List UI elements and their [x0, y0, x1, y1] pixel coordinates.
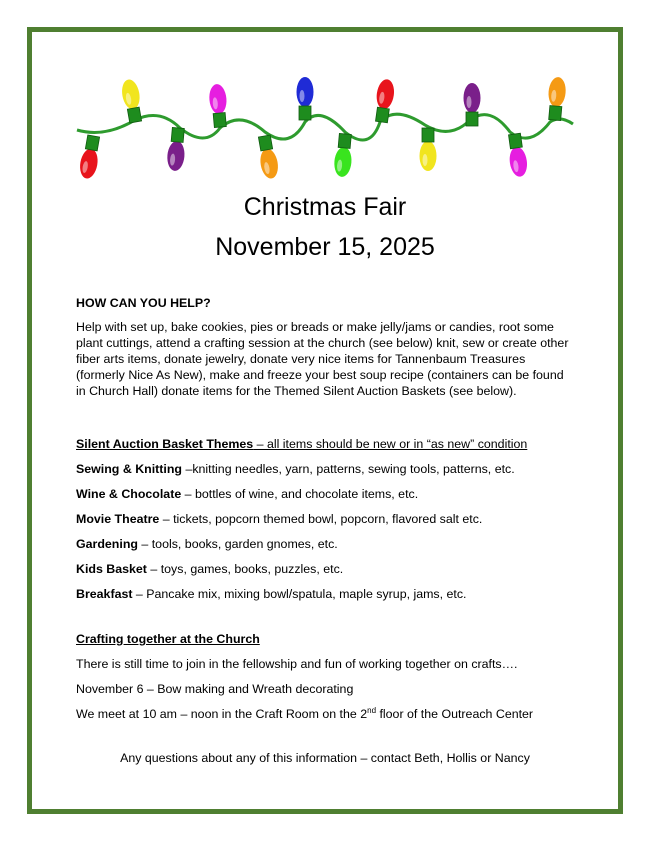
theme-name: Breakfast [76, 587, 133, 601]
bulb-icon [166, 127, 187, 171]
crafting-line: November 6 – Bow making and Wreath decorating [76, 682, 354, 696]
event-date: November 15, 2025 [215, 233, 435, 261]
theme-name: Wine & Chocolate [76, 487, 182, 501]
bulb-icon [373, 78, 396, 123]
bulb-icon [78, 135, 102, 180]
bulb-icon [333, 133, 354, 177]
theme-item [76, 586, 576, 602]
contact-footer: Any questions about any of this information – contact Beth, Hollis or Nancy [120, 751, 530, 765]
theme-desc: – tickets, popcorn themed bowl, popcorn, flavored salt etc. [159, 512, 483, 526]
auction-heading-line [76, 436, 576, 452]
bulb-icon [297, 77, 314, 120]
theme-desc: – Pancake mix, mixing bowl/spatula, maple syrup, jams, etc. [132, 587, 467, 601]
ordinal-suffix: nd [367, 705, 377, 715]
bulb-icon [420, 128, 437, 171]
bulb-icon [120, 78, 144, 123]
help-heading: HOW CAN YOU HELP? [76, 296, 211, 310]
crafting-line3-start: We meet at 10 am – noon in the Craft Room on the 2 [76, 707, 368, 721]
theme-desc: – toys, games, books, puzzles, etc. [146, 562, 344, 576]
light-string-wire [77, 114, 573, 140]
flyer-body [76, 295, 576, 722]
theme-item [76, 536, 576, 552]
theme-name: Sewing & Knitting [76, 462, 182, 476]
theme-item [76, 561, 576, 577]
bulb-icon [464, 83, 481, 126]
event-title: Christmas Fair [243, 193, 407, 221]
bulb-icon [208, 83, 229, 127]
crafting-heading: Crafting together at the Church [76, 632, 260, 646]
crafting-line: There is still time to join in the fellowship and fun of working together on crafts…. [76, 657, 518, 671]
help-text: Help with set up, bake cookies, pies or breads or make jelly/jams or candies, root some plant cuttings, attend a crafting session at the church (see below) knit, sew or create other fiber arts items, donate jewelry, donate very nice items for Tannenbaum Treasures (formerly Nice As New), make and freeze your best soup recipe (containers can be found in Church Hall) donate items for the Themed Silent Auction Baskets (see below). [76, 320, 569, 398]
theme-item [76, 511, 576, 527]
theme-item [76, 461, 576, 477]
theme-name: Kids Basket [76, 562, 147, 576]
theme-desc: –knitting needles, yarn, patterns, sewing tools, patterns, etc. [182, 462, 515, 476]
auction-heading: Silent Auction Basket Themes [76, 437, 254, 451]
christmas-lights-garland [60, 70, 590, 185]
crafting-line [76, 706, 576, 722]
bulb-icon [256, 135, 280, 180]
crafting-line3-end: floor of the Outreach Center [376, 707, 534, 721]
theme-desc: – bottles of wine, and chocolate items, etc. [181, 487, 419, 501]
theme-item [76, 486, 576, 502]
theme-name: Movie Theatre [76, 512, 160, 526]
theme-name: Gardening [76, 537, 138, 551]
auction-note: – all items should be new or in “as new” condition [253, 437, 528, 451]
bulb-icon [546, 76, 567, 120]
theme-desc: – tools, books, garden gnomes, etc. [137, 537, 338, 551]
